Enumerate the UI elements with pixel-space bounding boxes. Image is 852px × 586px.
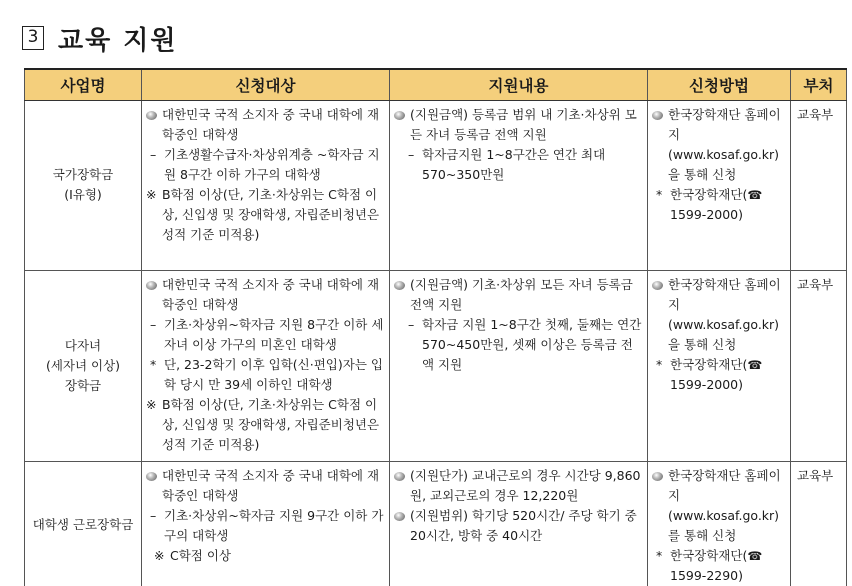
target-note: B학점 이상(단, 기초·차상위는 C학점 이상, 신입생 및 장애학생, 자립준비청년은 성적 기준 미적용) — [162, 186, 380, 242]
dept-cell: 교육부 — [791, 461, 847, 586]
dash-mark: – — [408, 146, 415, 162]
phone-icon: ☎ — [747, 187, 763, 202]
round-bullet-icon — [146, 281, 157, 290]
method-text: 한국장학재단 홈페이지(www.kosaf.go.kr)을 통해 신청 — [668, 106, 781, 182]
method-text: 한국장학재단 홈페이지(www.kosaf.go.kr)를 통해 신청 — [668, 467, 781, 543]
content-bullet: (지원범위) 학기당 520시간/ 주당 학기 중 20시간, 방학 중 40시간 — [410, 507, 637, 543]
program-name-line: (세자녀 이상) — [45, 357, 121, 373]
target-note: C학점 이상 — [170, 547, 232, 563]
method-cell — [648, 100, 791, 270]
program-name — [25, 270, 142, 461]
table-header-row — [25, 69, 847, 100]
phone-icon: ☎ — [747, 548, 763, 563]
program-name-line: 대학생 근로장학금 — [32, 516, 134, 532]
note-mark: ※ — [154, 547, 165, 563]
round-bullet-icon — [146, 472, 157, 481]
star-mark: * — [656, 547, 663, 563]
program-name-line: 다자녀 — [64, 337, 102, 353]
header-program: 사업명 — [25, 69, 142, 100]
dept-cell: 교육부 — [791, 100, 847, 270]
target-cell — [142, 100, 390, 270]
content-bullet: (지원단가) 교내근로의 경우 시간당 9,860원, 교외근로의 경우 12,220원 — [410, 467, 641, 503]
method-cell — [648, 461, 791, 586]
dash-mark: – — [150, 316, 157, 332]
header-dept: 부처 — [791, 69, 847, 100]
round-bullet-icon — [652, 472, 663, 481]
method-phone: 1599-2000) — [670, 206, 744, 222]
round-bullet-icon — [652, 281, 663, 290]
target-star-note: 단, 23-2학기 이후 입학(신·편입)자는 입학 당시 만 39세 이하인 대학생 — [164, 356, 383, 392]
table-row — [25, 270, 847, 461]
method-contact: 한국장학재단( — [670, 547, 748, 563]
content-cell — [390, 100, 648, 270]
section-heading — [22, 22, 178, 54]
program-name-line: 국가장학금 — [52, 167, 114, 182]
table-row — [25, 461, 847, 586]
round-bullet-icon — [146, 111, 157, 120]
target-sub: 기초·차상위~학자금 지원 9구간 이하 가구의 대학생 — [164, 507, 384, 543]
program-name — [25, 100, 142, 270]
dash-mark: – — [150, 146, 157, 162]
section-number: 3 — [22, 26, 44, 50]
method-phone: 1599-2290) — [670, 567, 744, 583]
support-table — [24, 68, 847, 586]
round-bullet-icon — [394, 281, 405, 290]
dash-mark: – — [408, 316, 415, 332]
header-content: 지원내용 — [390, 69, 648, 100]
target-sub: 기초·차상위~학자금 지원 8구간 이하 세자녀 이상 가구의 미혼인 대학생 — [164, 316, 384, 352]
content-bullet: (지원금액) 기초·차상위 모든 자녀 등록금 전액 지원 — [410, 276, 633, 312]
target-bullet: 대한민국 국적 소지자 중 국내 대학에 재학중인 대학생 — [162, 276, 380, 312]
content-sub: 학자금 지원 1~8구간 첫째, 둘째는 연간 570~450만원, 셋째 이상은 등록금 전액 지원 — [422, 316, 642, 372]
table-row — [25, 100, 847, 270]
round-bullet-icon — [394, 111, 405, 120]
note-mark: ※ — [146, 396, 157, 412]
target-sub: 기초생활수급자·차상위계층 ~학자금 지원 8구간 이하 가구의 대학생 — [164, 146, 380, 182]
dept-cell: 교육부 — [791, 270, 847, 461]
phone-icon: ☎ — [747, 357, 763, 372]
section-title: 교육 지원 — [58, 25, 178, 56]
dash-mark: – — [150, 507, 157, 523]
program-name-line: 장학금 — [64, 377, 102, 393]
target-bullet: 대한민국 국적 소지자 중 국내 대학에 재학중인 대학생 — [162, 106, 380, 142]
note-mark: ※ — [146, 186, 157, 202]
round-bullet-icon — [394, 472, 405, 481]
target-cell — [142, 461, 390, 586]
star-mark: * — [656, 356, 663, 372]
target-cell — [142, 270, 390, 461]
target-bullet: 대한민국 국적 소지자 중 국내 대학에 재학중인 대학생 — [162, 467, 380, 503]
content-cell — [390, 270, 648, 461]
method-text: 한국장학재단 홈페이지(www.kosaf.go.kr)을 통해 신청 — [668, 276, 781, 352]
round-bullet-icon — [652, 111, 663, 120]
program-name — [25, 461, 142, 586]
content-bullet: (지원금액) 등록금 범위 내 기초·차상위 모든 자녀 등록금 전액 지원 — [410, 106, 637, 142]
header-method: 신청방법 — [648, 69, 791, 100]
target-note: B학점 이상(단, 기초·차상위는 C학점 이상, 신입생 및 장애학생, 자립준비청년은 성적 기준 미적용) — [162, 396, 380, 452]
program-name-line: (Ⅰ유형) — [64, 187, 102, 202]
round-bullet-icon — [394, 512, 405, 521]
header-target: 신청대상 — [142, 69, 390, 100]
method-cell — [648, 270, 791, 461]
method-contact: 한국장학재단( — [670, 186, 748, 202]
star-mark: * — [656, 186, 663, 202]
content-cell — [390, 461, 648, 586]
method-contact: 한국장학재단( — [670, 356, 748, 372]
star-mark: * — [150, 356, 157, 372]
content-sub: 학자금지원 1~8구간은 연간 최대 570~350만원 — [422, 146, 606, 182]
method-phone: 1599-2000) — [670, 376, 744, 392]
